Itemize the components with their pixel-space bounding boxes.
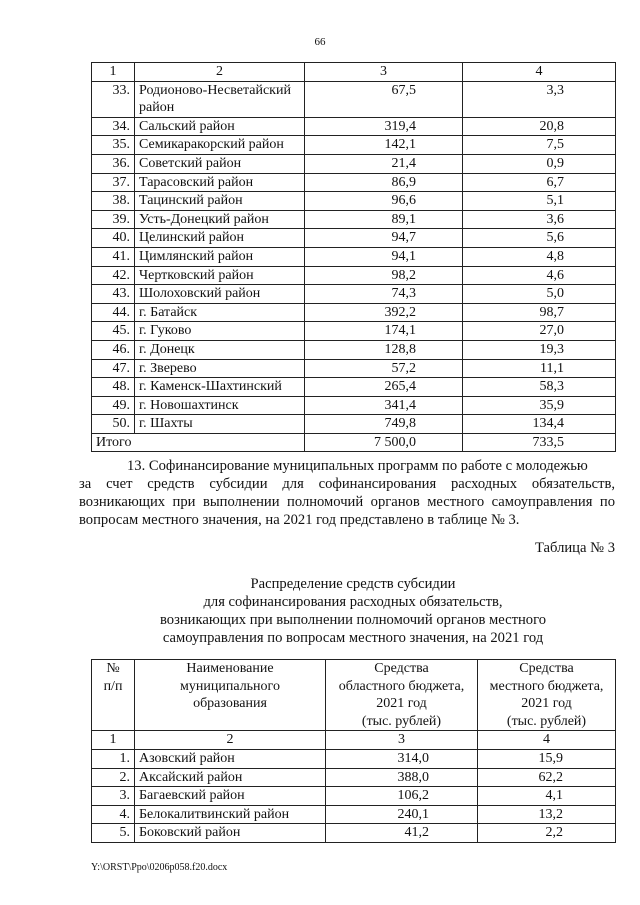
table-cell: 106,2: [326, 787, 478, 806]
table-row: [92, 154, 616, 173]
header-line: (тыс. рублей): [506, 713, 587, 729]
table-cell: 45.: [92, 322, 135, 341]
table-cell: г. Гуково: [135, 322, 305, 341]
table-cell: 50.: [92, 415, 135, 434]
table-row: [92, 285, 616, 304]
table-cell: 35,9: [463, 396, 616, 415]
table-cell: Аксайский район: [135, 768, 326, 787]
col-header-number: [92, 660, 135, 731]
file-path-footer: Y:\ORST\Ppo\0206p058.f20.docx: [91, 862, 228, 873]
table-title-line: для софинансирования расходных обязательств,: [203, 594, 503, 610]
table-cell: 5.: [92, 824, 135, 843]
table1-body: [92, 63, 616, 452]
table-cell: 41.: [92, 247, 135, 266]
table-row: [92, 396, 616, 415]
header-line: 2021 год: [521, 696, 572, 712]
table-row: [92, 173, 616, 192]
table-cell: 3,3: [463, 81, 616, 117]
table-cell: 96,6: [305, 192, 463, 211]
table-cell: 7 500,0: [305, 433, 463, 452]
table-cell: 94,1: [305, 247, 463, 266]
header-line: Средства: [374, 661, 429, 676]
total-label: Итого: [92, 433, 305, 452]
table-cell: 240,1: [326, 805, 478, 824]
table-cell: 49.: [92, 396, 135, 415]
table-cell: Шолоховский район: [135, 285, 305, 304]
table-row: [92, 787, 616, 806]
table-cell: 74,3: [305, 285, 463, 304]
table-cell: 98,7: [463, 303, 616, 322]
table-cell: г. Шахты: [135, 415, 305, 434]
table-cell: Тарасовский район: [135, 173, 305, 192]
table-cell: 134,4: [463, 415, 616, 434]
table-cell: 7,5: [463, 136, 616, 155]
table-cell: 174,1: [305, 322, 463, 341]
header-line: областного бюджета,: [338, 678, 465, 694]
header-line: №: [106, 661, 120, 676]
table-index-row: [92, 731, 616, 750]
table-cell: 3.: [92, 787, 135, 806]
index-cell: 1: [92, 63, 135, 82]
paragraph-rest: за счет средств субсидии для софинансирования расходных обязательств, возникающих при выполнении полномочий органов местного самоуправления по вопросам местного значения, на 2021 год представлено в таблице № 3.: [79, 476, 615, 528]
table-cell: 35.: [92, 136, 135, 155]
table-cell: 5,6: [463, 229, 616, 248]
table-cell: 44.: [92, 303, 135, 322]
header-line: местного бюджета,: [489, 678, 604, 694]
table-cell: 128,8: [305, 340, 463, 359]
table-row: [92, 136, 616, 155]
subsidy-table-continued: [91, 62, 616, 452]
paragraph-first-line: 13. Софинансирование муниципальных программ по работе с молодежью: [127, 458, 588, 474]
table-cell: 749,8: [305, 415, 463, 434]
index-cell: 3: [305, 63, 463, 82]
table-title-line: возникающих при выполнении полномочий органов местного: [160, 612, 546, 628]
table-cell: 0,9: [463, 154, 616, 173]
table-row: [92, 247, 616, 266]
col-header-regional-budget: [326, 660, 478, 731]
table-cell: 98,2: [305, 266, 463, 285]
table-cell: г. Каменск-Шахтинский: [135, 378, 305, 397]
table-cell: 4,6: [463, 266, 616, 285]
table-cell: Советский район: [135, 154, 305, 173]
table-cell: Багаевский район: [135, 787, 326, 806]
table-cell: 42.: [92, 266, 135, 285]
header-line: Наименование: [186, 661, 274, 676]
table-cell: 58,3: [463, 378, 616, 397]
table-cell: 314,0: [326, 749, 478, 768]
header-line: (тыс. рублей): [361, 713, 442, 729]
table-cell: 41,2: [326, 824, 478, 843]
table-cell: 392,2: [305, 303, 463, 322]
table-cell: 3,6: [463, 210, 616, 229]
index-cell: 2: [135, 731, 326, 750]
index-cell: 1: [92, 731, 135, 750]
table-row: [92, 378, 616, 397]
table-cell: 39.: [92, 210, 135, 229]
table-row: [92, 322, 616, 341]
table2-body: [92, 660, 616, 843]
table-cell: 6,7: [463, 173, 616, 192]
table-title-line: самоуправления по вопросам местного значения, на 2021 год: [162, 630, 544, 646]
table-cell: 142,1: [305, 136, 463, 155]
table-cell: 94,7: [305, 229, 463, 248]
table-cell: Сальский район: [135, 117, 305, 136]
table-cell: 86,9: [305, 173, 463, 192]
table-cell: 43.: [92, 285, 135, 304]
table-title-line: Распределение средств субсидии: [250, 576, 456, 592]
table-cell: Чертковский район: [135, 266, 305, 285]
table-row: [92, 824, 616, 843]
table-cell: 4,1: [478, 787, 616, 806]
table-cell: 40.: [92, 229, 135, 248]
header-line: муниципального: [180, 678, 280, 694]
table-row: [92, 192, 616, 211]
table-cell: 67,5: [305, 81, 463, 117]
index-cell: 4: [463, 63, 616, 82]
table-label: Таблица № 3: [535, 540, 615, 556]
table-cell: 36.: [92, 154, 135, 173]
table-cell: Семикаракорский район: [135, 136, 305, 155]
table-cell: Целинский район: [135, 229, 305, 248]
table-title: [91, 575, 615, 647]
table-cell: 733,5: [463, 433, 616, 452]
header-line: п/п: [103, 678, 123, 694]
table-cell: 1.: [92, 749, 135, 768]
table-cell: 5,1: [463, 192, 616, 211]
table-cell: г. Новошахтинск: [135, 396, 305, 415]
table-cell: 13,2: [478, 805, 616, 824]
table-cell: 265,4: [305, 378, 463, 397]
total-row: [92, 433, 616, 452]
index-cell: 4: [478, 731, 616, 750]
index-cell: 3: [326, 731, 478, 750]
table-row: [92, 210, 616, 229]
table-cell: 20,8: [463, 117, 616, 136]
table-cell: Азовский район: [135, 749, 326, 768]
table-cell: г. Донецк: [135, 340, 305, 359]
table-cell: 62,2: [478, 768, 616, 787]
table-row: [92, 303, 616, 322]
subsidy-table-3: [91, 659, 616, 843]
table-cell: 319,4: [305, 117, 463, 136]
table-cell: 33.: [92, 81, 135, 117]
table-cell: 89,1: [305, 210, 463, 229]
table-cell: 46.: [92, 340, 135, 359]
table-cell: 5,0: [463, 285, 616, 304]
table-row: [92, 229, 616, 248]
table-cell: 19,3: [463, 340, 616, 359]
table-row: [92, 749, 616, 768]
table-header-row: [92, 660, 616, 731]
header-line: 2021 год: [376, 696, 427, 712]
table-row: [92, 340, 616, 359]
table-cell: 341,4: [305, 396, 463, 415]
table-row: [92, 415, 616, 434]
table-cell: Родионово-Несветайский район: [135, 81, 305, 117]
table-row: [92, 768, 616, 787]
col-header-local-budget: [478, 660, 616, 731]
table-row: [92, 266, 616, 285]
table-cell: Цимлянский район: [135, 247, 305, 266]
table-cell: 4.: [92, 805, 135, 824]
table-cell: 15,9: [478, 749, 616, 768]
table-cell: 38.: [92, 192, 135, 211]
table-cell: 47.: [92, 359, 135, 378]
table-cell: 37.: [92, 173, 135, 192]
table-cell: 2,2: [478, 824, 616, 843]
table-row: [92, 117, 616, 136]
table-row: [92, 359, 616, 378]
header-line: Средства: [519, 661, 574, 676]
table-cell: Тацинский район: [135, 192, 305, 211]
page-number: 66: [314, 36, 326, 48]
table-cell: Белокалитвинский район: [135, 805, 326, 824]
table-cell: 11,1: [463, 359, 616, 378]
table-cell: г. Батайск: [135, 303, 305, 322]
paragraph-13: [79, 457, 615, 529]
table-cell: Усть-Донецкий район: [135, 210, 305, 229]
table-cell: 2.: [92, 768, 135, 787]
index-cell: 2: [135, 63, 305, 82]
table-cell: 21,4: [305, 154, 463, 173]
table-cell: 48.: [92, 378, 135, 397]
table-cell: 4,8: [463, 247, 616, 266]
col-header-name: [135, 660, 326, 731]
table-cell: г. Зверево: [135, 359, 305, 378]
table-row: [92, 81, 616, 117]
table-cell: 57,2: [305, 359, 463, 378]
header-line: образования: [193, 696, 267, 712]
table-cell: Боковский район: [135, 824, 326, 843]
table-index-row: [92, 63, 616, 82]
table-cell: 27,0: [463, 322, 616, 341]
table-cell: 388,0: [326, 768, 478, 787]
table-cell: 34.: [92, 117, 135, 136]
table-row: [92, 805, 616, 824]
